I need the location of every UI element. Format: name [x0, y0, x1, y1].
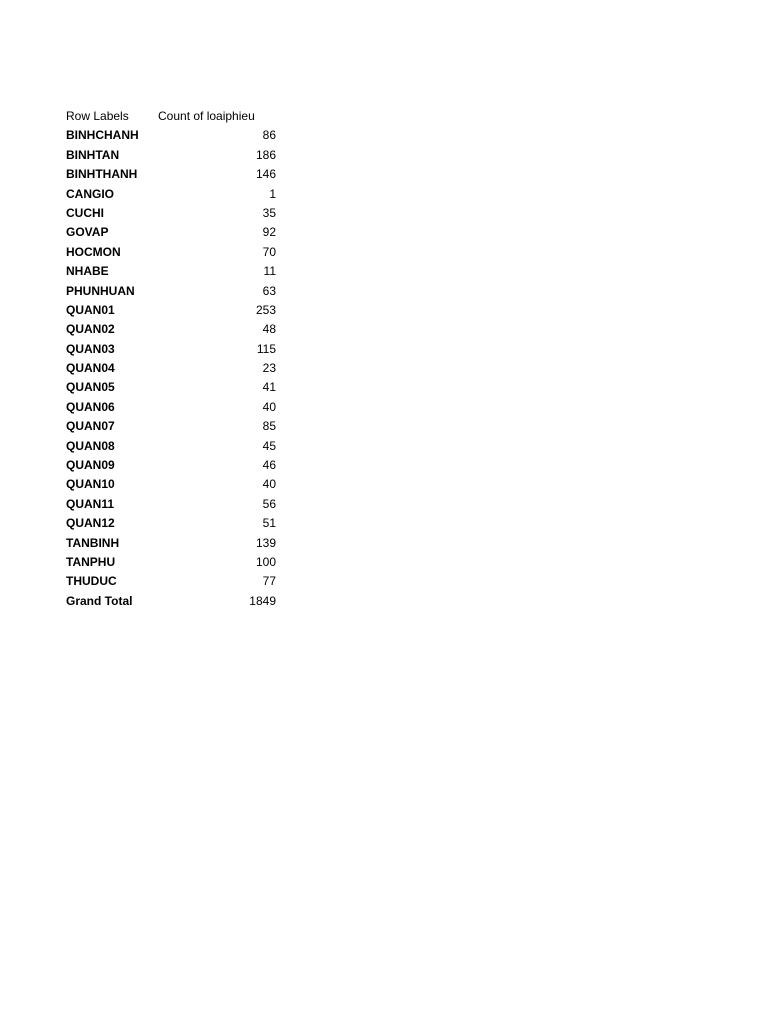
table-row — [66, 572, 280, 591]
table-row — [66, 223, 280, 242]
row-label-cell[interactable]: QUAN09 — [66, 458, 115, 473]
table-row — [66, 185, 280, 204]
count-value-cell[interactable]: 23 — [262, 361, 276, 376]
row-label-cell[interactable]: GOVAP — [66, 225, 109, 240]
count-value-cell[interactable]: 186 — [255, 147, 276, 162]
table-row — [66, 262, 280, 281]
table-row — [66, 514, 280, 533]
row-label-cell[interactable]: BINHCHANH — [66, 128, 139, 143]
pivot-body — [66, 126, 280, 591]
row-label-cell[interactable]: NHABE — [66, 264, 109, 279]
table-row — [66, 378, 280, 397]
row-label-cell[interactable]: CANGIO — [66, 186, 114, 201]
count-value-cell[interactable]: 115 — [256, 341, 276, 356]
row-label-cell[interactable]: QUAN12 — [66, 516, 115, 531]
row-label-cell[interactable]: QUAN10 — [66, 477, 115, 492]
row-label-cell[interactable]: TANBINH — [66, 535, 120, 550]
row-label-cell[interactable]: QUAN04 — [66, 361, 115, 376]
row-label-cell[interactable]: QUAN11 — [66, 496, 115, 511]
table-row — [66, 475, 280, 494]
row-label-cell[interactable]: QUAN05 — [66, 380, 115, 395]
count-value-cell[interactable]: 1 — [269, 186, 276, 201]
table-row — [66, 495, 280, 514]
count-value-cell[interactable]: 45 — [262, 438, 276, 453]
value-field-header[interactable]: Count of loaiphieu — [158, 109, 255, 123]
table-row — [66, 165, 280, 184]
row-label-cell[interactable]: BINHTAN — [66, 147, 120, 162]
count-value-cell[interactable]: 51 — [262, 516, 276, 531]
count-value-cell[interactable]: 63 — [262, 283, 276, 298]
row-label-cell[interactable]: CUCHI — [66, 205, 104, 220]
count-value-cell[interactable]: 92 — [262, 225, 276, 240]
row-label-cell[interactable]: BINHTHANH — [66, 167, 138, 182]
row-label-cell[interactable]: HOCMON — [66, 244, 121, 259]
count-value-cell[interactable]: 40 — [262, 399, 276, 414]
count-value-cell[interactable]: 85 — [262, 419, 276, 434]
count-value-cell[interactable]: 86 — [262, 128, 276, 143]
table-row — [66, 359, 280, 378]
table-row — [66, 243, 280, 262]
table-row — [66, 301, 280, 320]
table-row — [66, 320, 280, 339]
row-label-cell[interactable]: PHUNHUAN — [66, 283, 135, 298]
pivot-table — [66, 107, 280, 611]
count-value-cell[interactable]: 253 — [255, 302, 276, 317]
count-value-cell[interactable]: 41 — [262, 380, 276, 395]
row-label-cell[interactable]: QUAN06 — [66, 399, 115, 414]
row-label-cell[interactable]: QUAN03 — [66, 341, 115, 356]
table-row — [66, 340, 280, 359]
table-row — [66, 553, 280, 572]
table-row — [66, 534, 280, 553]
count-value-cell[interactable]: 77 — [262, 574, 276, 589]
table-row — [66, 398, 280, 417]
table-row — [66, 456, 280, 475]
count-value-cell[interactable]: 35 — [262, 205, 276, 220]
count-value-cell[interactable]: 46 — [262, 458, 276, 473]
count-value-cell[interactable]: 139 — [255, 535, 276, 550]
grand-total-label[interactable]: Grand Total — [66, 593, 133, 608]
table-row — [66, 126, 280, 145]
count-value-cell[interactable]: 11 — [263, 264, 276, 279]
table-row — [66, 282, 280, 301]
count-value-cell[interactable]: 48 — [262, 322, 276, 337]
table-row — [66, 204, 280, 223]
row-label-cell[interactable]: QUAN08 — [66, 438, 115, 453]
row-labels-header[interactable]: Row Labels — [66, 109, 129, 123]
table-row — [66, 146, 280, 165]
count-value-cell[interactable]: 56 — [262, 496, 276, 511]
row-label-cell[interactable]: TANPHU — [66, 554, 116, 569]
count-value-cell[interactable]: 100 — [255, 554, 276, 569]
row-label-cell[interactable]: THUDUC — [66, 574, 117, 589]
table-row — [66, 437, 280, 456]
table-row — [66, 417, 280, 436]
grand-total-value[interactable]: 1849 — [249, 593, 276, 608]
row-label-cell[interactable]: QUAN07 — [66, 419, 115, 434]
pivot-header-row — [66, 107, 280, 126]
grand-total-row — [66, 592, 280, 611]
row-label-cell[interactable]: QUAN02 — [66, 322, 115, 337]
count-value-cell[interactable]: 70 — [262, 244, 276, 259]
row-label-cell[interactable]: QUAN01 — [66, 302, 115, 317]
count-value-cell[interactable]: 40 — [262, 477, 276, 492]
count-value-cell[interactable]: 146 — [255, 167, 276, 182]
